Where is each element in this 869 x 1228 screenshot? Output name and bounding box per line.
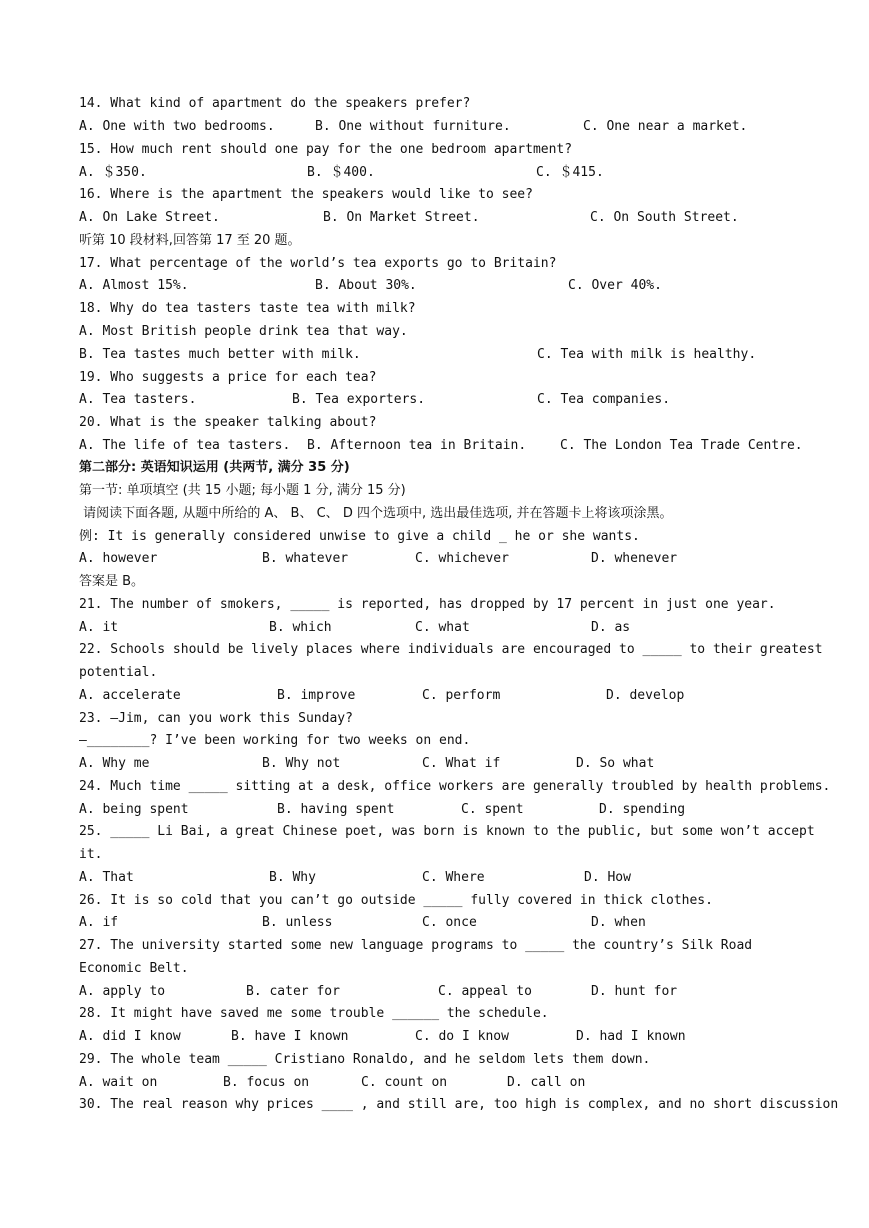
option-a: A. One with two bedrooms. — [79, 119, 275, 134]
option-c: C. whichever — [415, 551, 509, 566]
question-18-options — [79, 345, 779, 365]
option-b: B. Why — [269, 870, 316, 885]
option-d: D. develop — [606, 688, 685, 703]
question-18-stem: 18. Why do tea tasters taste tea with milk? — [79, 301, 416, 316]
question-22-stem-continued: potential. — [79, 665, 158, 680]
option-c: C. Tea companies. — [537, 392, 671, 407]
question-29-stem: 29. The whole team _____ Cristiano Ronaldo, and he seldom lets them down. — [79, 1052, 651, 1067]
section-1-title: 第一节: 单项填空 (共 15 小题; 每小题 1 分, 满分 15 分) — [79, 483, 406, 498]
option-c: C. Over 40%. — [568, 278, 662, 293]
section-10-heading: 听第 10 段材料,回答第 17 至 20 题。 — [79, 233, 301, 248]
question-21-stem: 21. The number of smokers, _____ is reported, has dropped by 17 percent in just one year. — [79, 597, 776, 612]
option-b: B. Afternoon tea in Britain. — [307, 438, 527, 453]
option-c: C. ＄415. — [536, 165, 604, 180]
option-a: A. On Lake Street. — [79, 210, 220, 225]
option-b: B. One without furniture. — [315, 119, 511, 134]
option-d: D. call on — [507, 1075, 586, 1090]
option-b: B. cater for — [246, 984, 340, 999]
question-25-stem-continued: it. — [79, 847, 103, 862]
question-21-options — [79, 618, 779, 638]
option-b: B. About 30%. — [315, 278, 417, 293]
question-14-stem: 14. What kind of apartment do the speakers prefer? — [79, 96, 471, 111]
part-2-title: 第二部分: 英语知识运用 (共两节, 满分 35 分) — [79, 460, 350, 475]
option-c: C. perform — [422, 688, 501, 703]
option-a: A. ＄350. — [79, 165, 147, 180]
option-c: C. Tea with milk is healthy. — [537, 347, 757, 362]
question-28-stem: 28. It might have saved me some trouble ______ the schedule. — [79, 1006, 549, 1021]
question-27-stem: 27. The university started some new language programs to _____ the country’s Silk Road — [79, 938, 753, 953]
question-25-options — [79, 868, 779, 888]
example-options — [79, 549, 779, 569]
question-20-options — [79, 436, 803, 456]
option-a: A. wait on — [79, 1075, 158, 1090]
question-14-options — [79, 117, 779, 137]
option-b: B. whatever — [262, 551, 349, 566]
option-a: A. Almost 15%. — [79, 278, 189, 293]
option-a: A. it — [79, 620, 119, 635]
option-c: C. once — [422, 915, 477, 930]
option-c: C. Where — [422, 870, 485, 885]
option-c: C. What if — [422, 756, 501, 771]
question-30-stem: 30. The real reason why prices ____ , and still are, too high is complex, and no short discussion — [79, 1097, 839, 1112]
option-b: B. which — [269, 620, 332, 635]
option-d: D. So what — [576, 756, 655, 771]
option-c: C. do I know — [415, 1029, 509, 1044]
question-26-stem: 26. It is so cold that you can’t go outside _____ fully covered in thick clothes. — [79, 893, 713, 908]
option-c: C. what — [415, 620, 470, 635]
option-d: D. whenever — [591, 551, 678, 566]
option-a: A. The life of tea tasters. — [79, 438, 291, 453]
option-d: D. when — [591, 915, 646, 930]
question-19-stem: 19. Who suggests a price for each tea? — [79, 370, 377, 385]
option-d: D. hunt for — [591, 984, 678, 999]
option-c: C. spent — [461, 802, 524, 817]
question-15-options — [79, 163, 779, 183]
option-b: B. On Market Street. — [323, 210, 480, 225]
option-a: A. accelerate — [79, 688, 181, 703]
example-stem: 例: It is generally considered unwise to give a child _ he or she wants. — [79, 529, 640, 544]
option-a: A. however — [79, 551, 158, 566]
question-29-options — [79, 1073, 779, 1093]
option-d: D. had I known — [576, 1029, 686, 1044]
option-b: B. have I known — [231, 1029, 349, 1044]
option-b: B. Tea tastes much better with milk. — [79, 347, 361, 362]
question-23-options — [79, 754, 779, 774]
option-b: B. improve — [277, 688, 356, 703]
example-answer: 答案是 B。 — [79, 574, 145, 589]
option-a: A. apply to — [79, 984, 166, 999]
option-c: C. The London Tea Trade Centre. — [560, 438, 803, 453]
question-17-stem: 17. What percentage of the world’s tea exports go to Britain? — [79, 256, 557, 271]
question-16-options — [79, 208, 779, 228]
question-28-options — [79, 1027, 779, 1047]
question-19-options — [79, 390, 779, 410]
instruction-text: 请阅读下面各题, 从题中所给的 A、 B、 C、 D 四个选项中, 选出最佳选项, 并在答题卡上将该项涂黑。 — [79, 506, 673, 521]
option-a: A. did I know — [79, 1029, 181, 1044]
option-b: B. focus on — [223, 1075, 310, 1090]
option-c: C. appeal to — [438, 984, 532, 999]
question-24-stem: 24. Much time _____ sitting at a desk, office workers are generally troubled by health problems. — [79, 779, 831, 794]
option-c: C. One near a market. — [583, 119, 748, 134]
question-16-stem: 16. Where is the apartment the speakers would like to see? — [79, 187, 533, 202]
option-a: A. That — [79, 870, 134, 885]
question-23-stem-continued: —________? I’ve been working for two weeks on end. — [79, 733, 471, 748]
question-27-options — [79, 982, 779, 1002]
option-a: A. being spent — [79, 802, 189, 817]
option-d: D. How — [584, 870, 631, 885]
question-24-options — [79, 800, 779, 820]
option-b: B. ＄400. — [307, 165, 375, 180]
question-23-stem: 23. —Jim, can you work this Sunday? — [79, 711, 353, 726]
question-18-option-a: A. Most British people drink tea that way. — [79, 324, 408, 339]
question-26-options — [79, 913, 779, 933]
question-27-stem-continued: Economic Belt. — [79, 961, 189, 976]
option-a: A. if — [79, 915, 119, 930]
question-20-stem: 20. What is the speaker talking about? — [79, 415, 377, 430]
question-25-stem: 25. _____ Li Bai, a great Chinese poet, was born is known to the public, but some won’t accept — [79, 824, 815, 839]
question-22-stem: 22. Schools should be lively places where individuals are encouraged to _____ to their greatest — [79, 642, 823, 657]
question-22-options — [79, 686, 779, 706]
option-d: D. as — [591, 620, 631, 635]
option-b: B. unless — [262, 915, 333, 930]
option-b: B. Why not — [262, 756, 341, 771]
option-c: C. On South Street. — [590, 210, 739, 225]
option-a: A. Tea tasters. — [79, 392, 197, 407]
option-a: A. Why me — [79, 756, 150, 771]
option-b: B. Tea exporters. — [292, 392, 426, 407]
option-c: C. count on — [361, 1075, 448, 1090]
question-15-stem: 15. How much rent should one pay for the one bedroom apartment? — [79, 142, 573, 157]
option-b: B. having spent — [277, 802, 395, 817]
option-d: D. spending — [599, 802, 686, 817]
question-17-options — [79, 276, 779, 296]
